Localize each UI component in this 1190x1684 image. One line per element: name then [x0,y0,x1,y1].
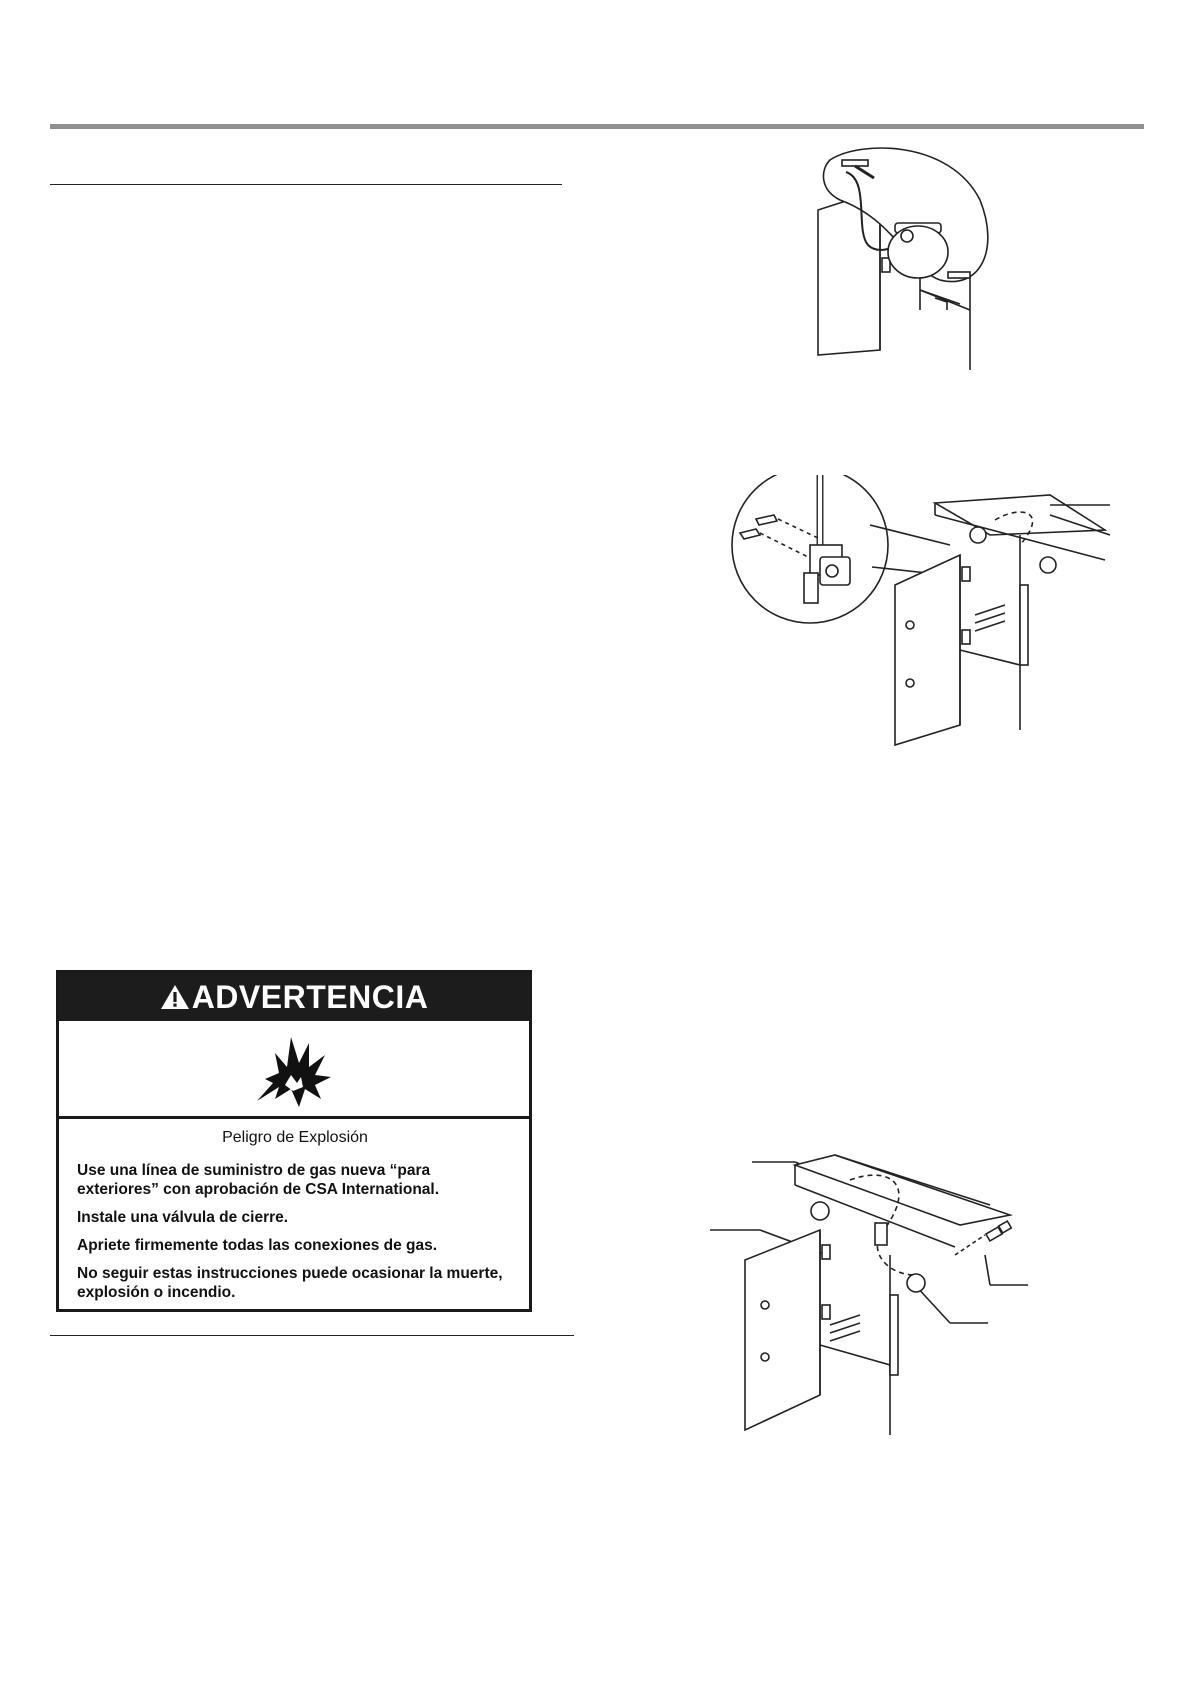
warning-title: ADVERTENCIA [191,978,429,1015]
warning-line: Instale una válvula de cierre. [77,1209,289,1226]
warning-subtitle: Peligro de Explosión [222,1129,368,1146]
bottom-rule [50,1335,574,1336]
warning-line: Apriete firmemente todas las conexiones de gas. [77,1237,438,1254]
gas-line-connection-illustration [700,1145,1040,1445]
hazard-symbol-area [59,1021,529,1119]
warning-box [56,970,532,1312]
explosion-icon [251,1029,337,1109]
section-rule [50,184,562,185]
alert-triangle-icon [160,983,190,1011]
top-rule [50,124,1144,129]
lp-tank-cabinet-illustration [800,140,1030,375]
warning-line: Use una línea de suministro de gas nueva “para exteriores” con aprobación de CSA International. [77,1162,440,1198]
warning-body [59,1119,529,1302]
shutoff-valve-mounting-illustration [720,475,1110,750]
warning-header [59,973,529,1021]
warning-line: No seguir estas instrucciones puede ocasionar la muerte, explosión o incendio. [77,1265,503,1301]
